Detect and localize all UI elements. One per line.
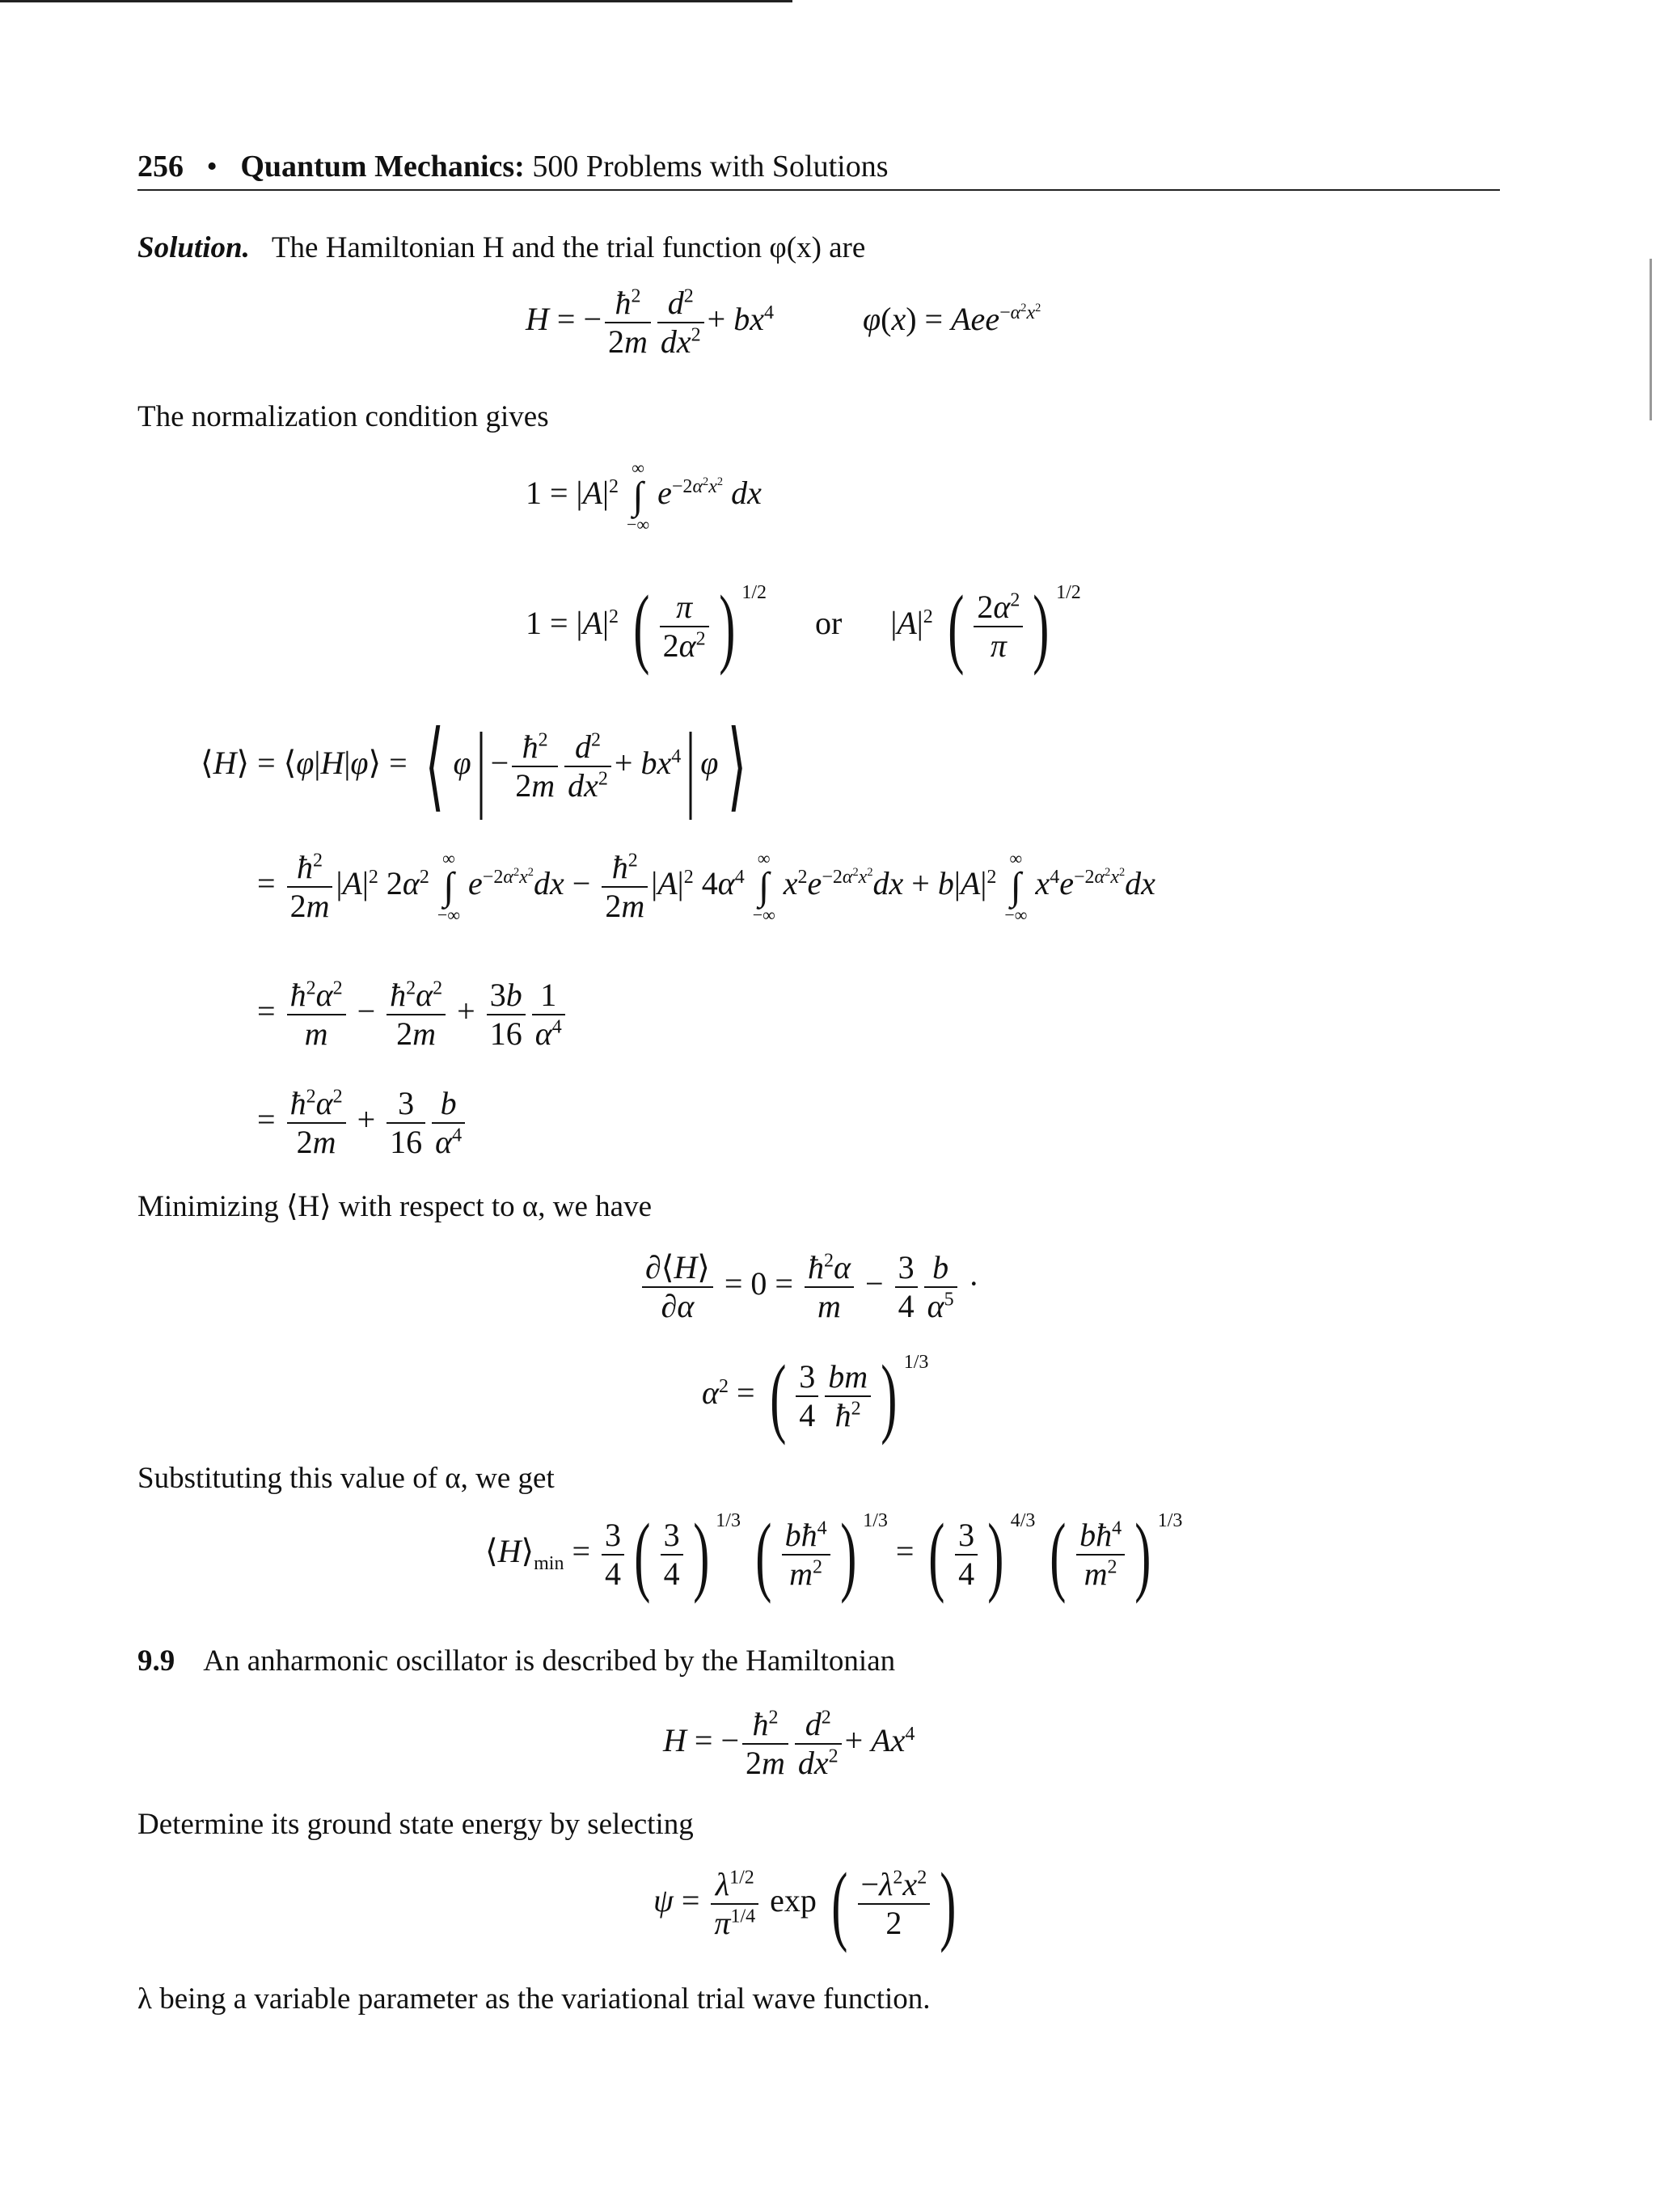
problem-statement [137,1646,895,1676]
equation-anharmonic-hamiltonian: H = − $\frac{ħ^2}{2m}$ $\frac{d^2}{dx^2}$ + $Ax^4$ [663,1706,915,1781]
final-text: λ being a variable parameter as the variational trial wave function. [137,1982,931,2016]
problem-statement-text: An anharmonic oscillator is described by the Hamiltonian [203,1644,896,1678]
solution-intro-text: The Hamiltonian H and the trial function φ(x) are [271,231,866,264]
problem-number: 9.9 [137,1644,175,1678]
solution-intro [137,233,865,263]
minimizing-text: Minimizing ⟨H⟩ with respect to α, we have [137,1190,653,1223]
equation-simplified: = $\frac{ħ^2\alpha^2}{2m}$ + $\frac{3}{16}$ $\frac{b}{\alpha^4}$ [257,1085,468,1161]
equation-normalization-integral: $1 = |A|^2$ ∞ ∫ −∞ $e^{-2\alpha^2x^2}$ dx [526,458,762,534]
or-word: or [814,605,843,642]
equation-trial-wavefunction: ψ = $\frac{\lambda^{1/2}}{\pi^{1/4}}$ exp ( $\frac{-\lambda^2x^2}{2}$ ) [653,1855,957,1953]
solution-label: Solution. [137,231,250,264]
substituting-text: Substituting this value of α, we get [137,1462,555,1495]
equation-normalization-result: $1 = |A|^2$ ( $\frac{\pi}{2\alpha^2}$ ) $^{1/2}$ or $|A|^2$ ( $\frac{2\alpha^2}{\pi}$ ) $^{1/2}$ [526,577,1081,676]
determine-text: Determine its ground state energy by selecting [137,1808,694,1841]
scan-edge [1650,259,1652,420]
equation-h-min: $⟨H⟩_{min}$ = $\frac{3}{4}$ ( $\frac{3}{4}$ ) $^{1/3}$ ( $\frac{bħ^4}{m^2}$ ) $^{1/3}$ = ( $\frac{3}{4}$ ) $^{4/3}$ ( $\frac{bħ^4}{m^2}$ ) $^{1/3}$ [485,1505,1183,1604]
header-bullet: • [206,150,218,184]
book-title-bold: Quantum Mechanics: [240,150,525,184]
top-rule [0,0,792,2]
running-header [137,149,1500,191]
equation-expectation-definition: ⟨H⟩ = ⟨φ|H|φ⟩ = ⟨ φ| − $\frac{ħ^2}{2m}$ $\frac{d^2}{dx^2}$ + $bx^4|$ φ⟩ [201,712,747,820]
page-number: 256 [137,150,184,184]
equation-evaluated-terms: = $\frac{ħ^2\alpha^2}{m}$ − $\frac{ħ^2\alpha^2}{2m}$ + $\frac{3b}{16}$ $\frac{1}{\alpha^4}$ [257,977,568,1053]
equation-expanded-integrals: = $\frac{ħ^2}{2m}$ $|A|^2$ $2\alpha^2$ ∞ ∫ −∞ $e^{-2\alpha^2x^2}dx$ − $\frac{ħ^2}{2m}$ $|A|^2$ $4\alpha^4$ ∞ ∫ −∞ $x^2e^{-2\alpha^2x^2}dx + b|A|^2$ ∞ ∫ −∞ $x^4e^{-2\alpha^2x^2}dx$ [257,848,1155,925]
equation-alpha-squared: $\alpha^2$ = ( $\frac{3}{4}$ $\frac{bm}{ħ^2}$ ) $^{1/3}$ [702,1347,929,1446]
equation-derivative: $\frac{\partial⟨H⟩}{\partial\alpha}$ = 0 = $\frac{ħ^2\alpha}{m}$ − $\frac{3}{4}$ $\frac{b}{\alpha^5}$ · [639,1249,979,1325]
equation-hamiltonian-trial: H = − $\frac{ħ^2}{2m}$ $\frac{d^2}{dx^2}$ + $bx^4$ φ(x) = Aee$^{-\alpha^2x^2}$ [526,285,1041,360]
book-title-rest: 500 Problems with Solutions [532,150,889,184]
normalization-text: The normalization condition gives [137,400,549,433]
